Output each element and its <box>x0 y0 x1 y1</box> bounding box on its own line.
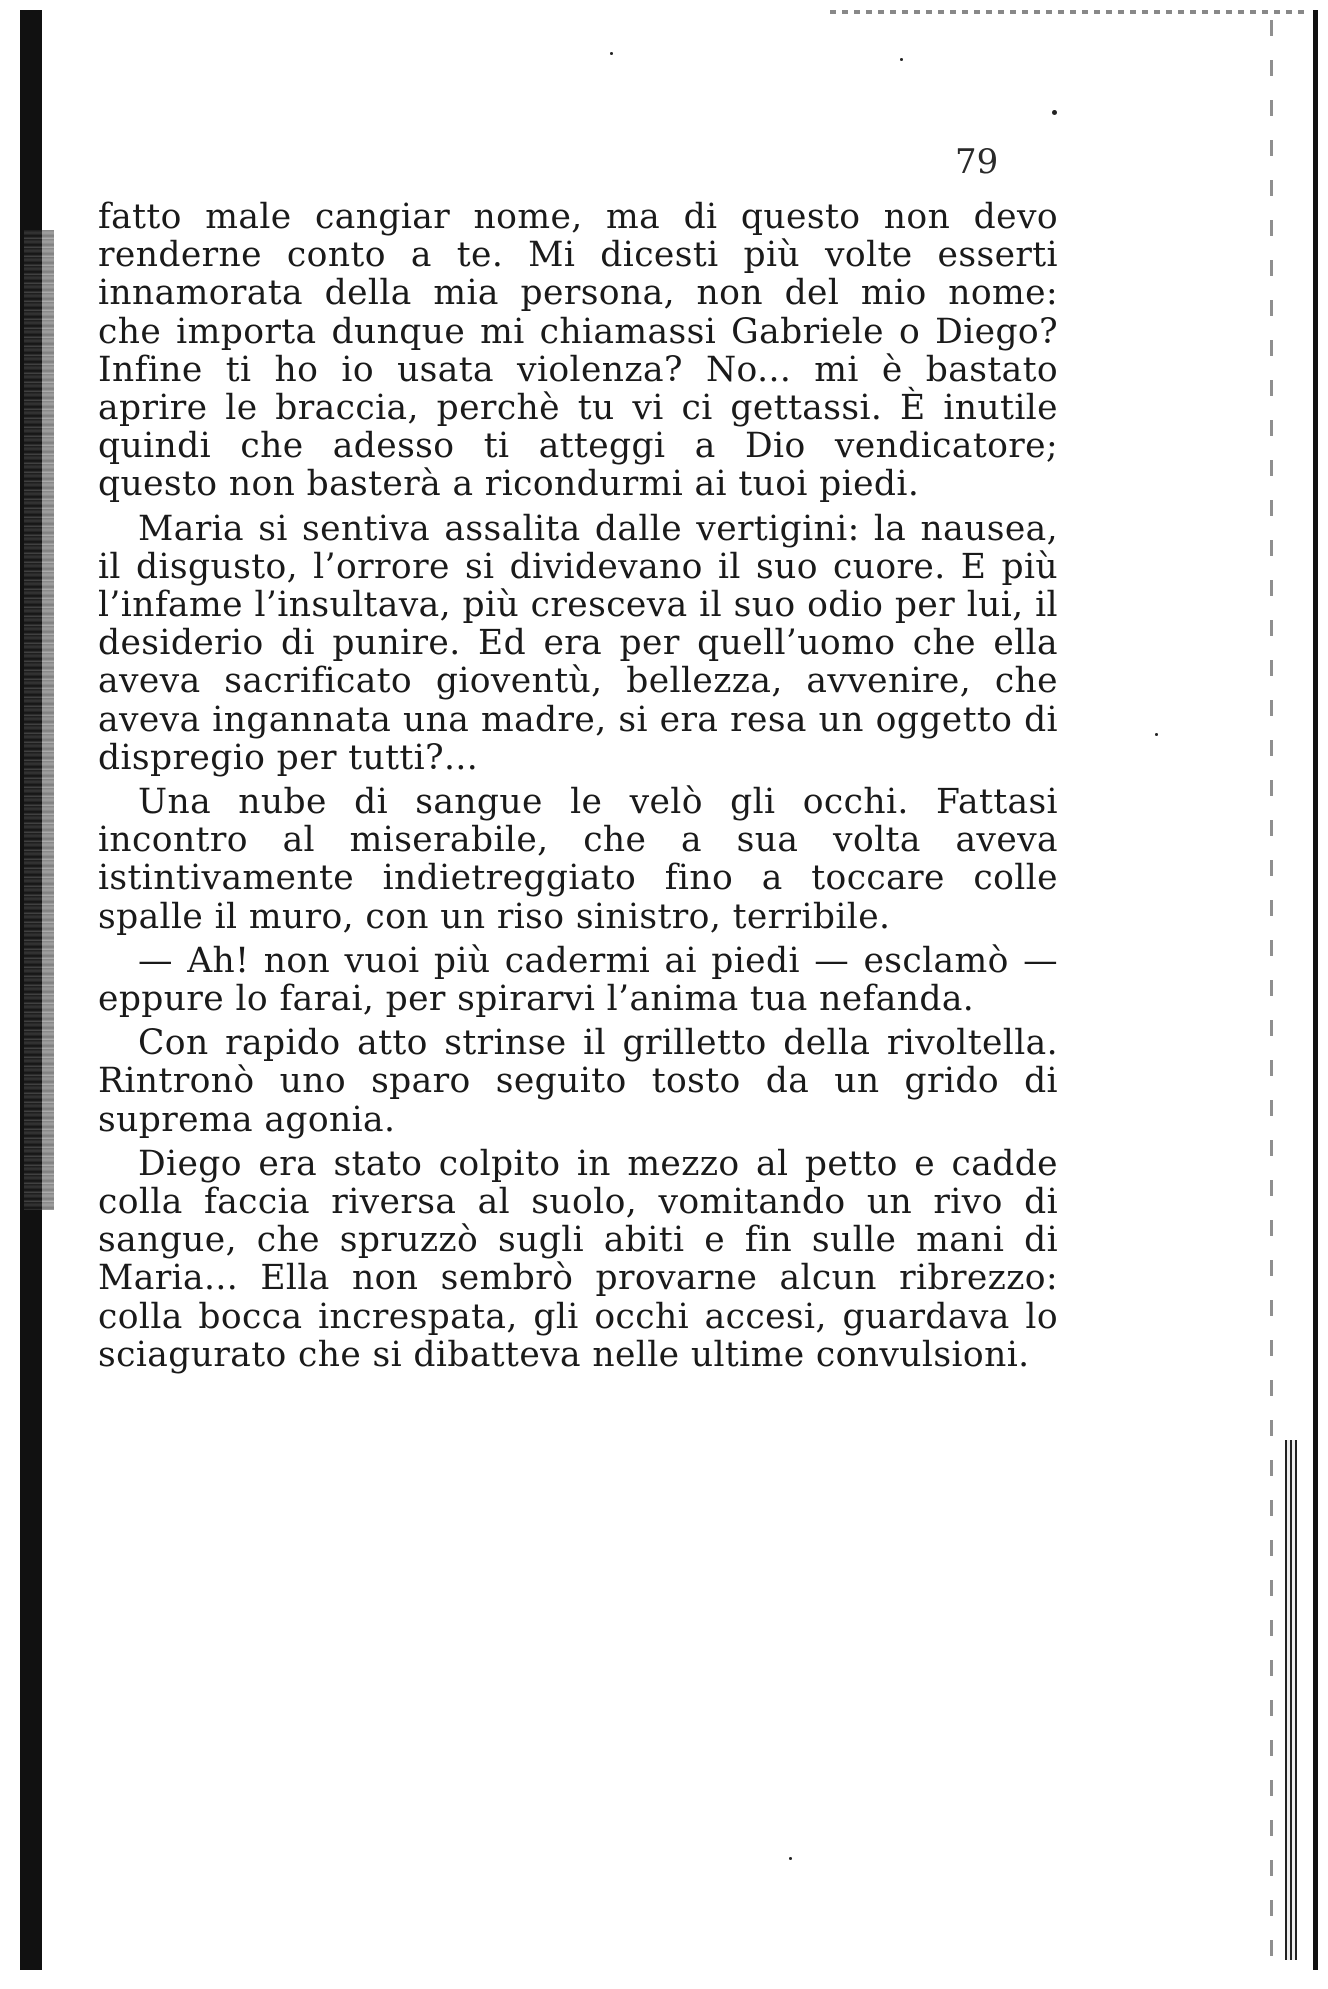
paragraph: fatto male cangiar nome, ma di questo non devo renderne conto a te. Mi dicesti più volte esserti innamorata della mia persona, non del mio nome: che importa dunque mi chiamassi Gabriele o Diego? Infine ti ho io usata violenza? No... mi è bastato aprire le braccia, perchè tu vi ci gettassi. È inutile quindi che adesso ti atteggi a Dio vendicatore; questo non basterà a ricondurmi ai tuoi piedi. <box>98 197 1058 505</box>
ink-speck <box>1052 110 1057 115</box>
ink-speck <box>789 1857 792 1860</box>
paragraph: Maria si sentiva assalita dalle vertigini: la nausea, il disgusto, l’orrore si dividevano il suo cuore. E più l’infame l’insultava, più cresceva il suo odio per lui, il desiderio di punire. Ed era per quell’uomo che ella aveva sacrificato gioventù, bellezza, avvenire, che aveva ingannata una madre, si era resa un oggetto di dispregio per tutti?... <box>98 508 1058 778</box>
ink-speck <box>610 52 613 55</box>
right-edge-inner <box>1270 20 1273 1970</box>
paragraph: Diego era stato colpito in mezzo al petto e cadde colla faccia riversa al suolo, vomitando un rivo di sangue, che spruzzò sugli abiti e fin sulle mani di Maria... Ella non sembrò provarne alcun ribrezzo: colla bocca increspata, gli occhi accesi, guardava lo sciagurato che si dibatteva nelle ultime convulsioni. <box>98 1143 1058 1375</box>
right-edge <box>1313 10 1318 1970</box>
binding-texture <box>24 230 54 1210</box>
paragraph: — Ah! non vuoi più cadermi ai piedi — esclamò — eppure lo farai, per spirarvi l’anima tua nefanda. <box>98 940 1058 1020</box>
page-number: 79 <box>955 142 999 182</box>
ink-speck <box>1155 733 1158 736</box>
paragraph: Una nube di sangue le velò gli occhi. Fattasi incontro al miserabile, che a sua volta aveva istintivamente indietreggiato fino a toccare colle spalle il muro, con un riso sinistro, terribile. <box>98 782 1058 937</box>
top-edge-noise <box>830 10 1310 14</box>
right-edge-block <box>1285 1440 1297 1960</box>
body-text <box>98 198 1058 1380</box>
ink-speck <box>900 58 903 61</box>
paragraph: Con rapido atto strinse il grilletto della rivoltella. Rintronò uno sparo seguito tosto da un grido di suprema agonia. <box>98 1023 1058 1140</box>
